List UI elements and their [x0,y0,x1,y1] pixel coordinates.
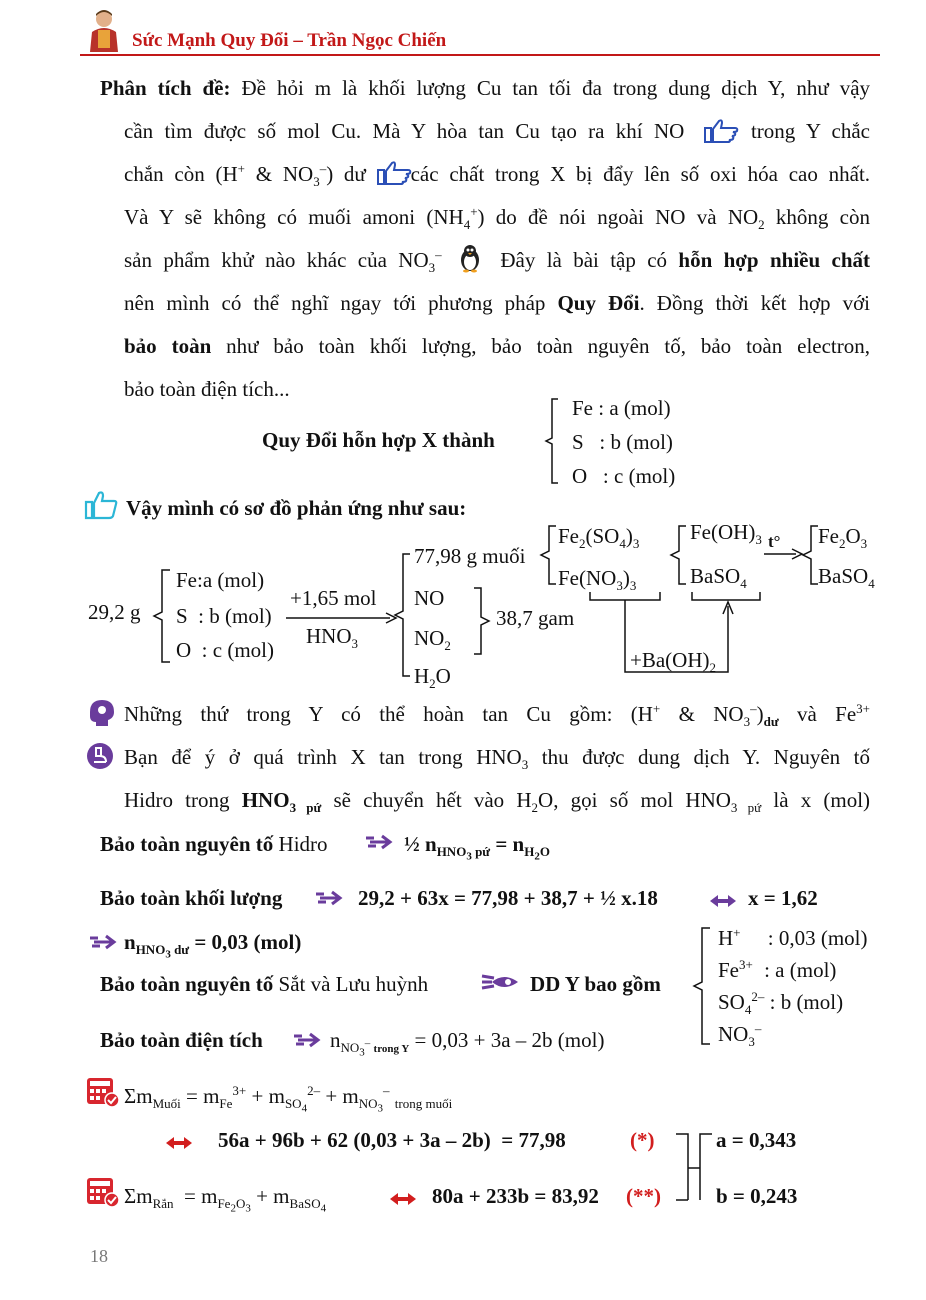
calculator-icon [86,1176,120,1214]
ion-text: Fe [718,958,739,982]
y-ion-fe [718,958,836,983]
double-arrow-icon [388,1188,418,1213]
thumbs-up-icon [84,490,118,526]
bt-hno3-excess: $n_{HNO_3 dư} = 0,03$ (mol) [124,930,302,961]
scheme-gas-no: NO [414,586,445,610]
fe2so43-text: Fe [558,524,579,548]
note-bold: HNO [241,788,290,812]
eq-text: ½ n [404,832,437,856]
analysis-line-4: Và Y sẽ không có muối amoni $(NH_4^+)$ do đề nói ngoài NO và $NO_2$ không còn [124,204,871,233]
analysis-text: Đây là bài tập có [500,248,668,272]
hno3-text: HNO [306,624,352,648]
quydoi-brace [540,396,560,486]
eq-sub: trong Y [373,1043,410,1056]
ion-charge: 3+ [739,957,753,972]
bt-charge-eq: $n_{NO_3^- trong Y} = 0,03 + 3a - 2b$ (mol) [330,1028,605,1059]
ion-text: SO [718,990,745,1014]
ion-text: NO [718,1022,749,1046]
scheme-reagent-hno3: $HNO_3$ [306,624,358,652]
scheme-gas-mass: 38,7 gam [496,606,575,630]
feoh3-text: Fe(OH) [690,520,756,544]
scheme-salt-brace [538,522,558,588]
analysis-text: nên mình có thể nghĩ ngay tới phương pháp [124,291,546,315]
sum-sub: trong muối [394,1096,453,1112]
quydoi-item-o: O : c (mol) [572,464,676,488]
sum-salt-line: $\Sigma m_{Muối} = m_{Fe}^{3+} + m_{SO_4}^{2-} + m_{NO_3}^-$ $_{trong muối}$ [124,1083,453,1115]
scheme-x-brace [150,566,174,666]
analysis-text: . Đồng thời kết hợp với [639,291,871,315]
water-text: H [414,664,430,688]
scheme-arrow [286,612,398,624]
note-text: Hidro trong [124,788,230,812]
note-sub: dư [763,714,779,730]
scheme-reagent-amount: +1,65 mol [290,586,377,610]
scheme-salt-fe2so43: $Fe_2(SO_4)_3$ [558,524,640,552]
scheme-final-brace [800,522,820,588]
scheme-ppt-feoh3: $Fe(OH)_3$ [690,520,762,548]
ion-value: : a (mol) [764,958,837,982]
bt-label: Bảo toàn nguyên tố [100,972,274,996]
analysis-text: chắn còn (H [124,162,238,186]
bt-iron-result: DD Y bao gồm [530,972,661,996]
scheme-water: $H_2O$ [414,664,451,692]
sum-text: Σm [124,1184,153,1208]
scheme-final-baso4: BaSO$_4$ [818,564,875,592]
analysis-line-5: sản phẩm khử nào khác của $NO_3^-$ Đây là bài tập có hỗn hợp nhiều chất [124,247,871,276]
quydoi-item-fe: Fe : a (mol) [572,396,671,420]
double-arrow-icon [708,890,738,915]
analysis-text: Đề hỏi m là khối lượng Cu tan tối đa trong dung dịch Y, như vậy [241,76,871,100]
header-title: Sức Mạnh Quy Đổi – Trần Ngọc Chiến [132,30,447,51]
ion-charge: – [754,1021,762,1036]
eq-sub: dư [174,942,190,958]
author-avatar-icon [84,8,124,58]
analysis-bold: bảo toàn [124,334,212,358]
note-text: & NO [678,702,744,726]
pointing-hand-icon [703,118,739,150]
eq-solid-tag: (**) [626,1184,661,1208]
eq-text: = 0,03 (mol) [194,930,302,954]
ion-value: : 0,03 (mol) [767,926,868,950]
analysis-bold: Quy Đổi [557,291,640,315]
note-text: sẽ chuyển hết vào H [333,788,532,812]
scheme-salt-mass: 77,98 g muối [414,544,526,568]
note-line-3: Hidro trong $HNO_{3 pứ}$ sẽ chuyển hết vào $H_2O$, gọi số mol $HNO_{3 pứ}$ là x (mol) [124,788,871,816]
double-arrow-icon [164,1132,194,1157]
result-b: b = 0,243 [716,1184,798,1208]
no2-text: NO [414,626,445,650]
scheme-gas-no2: $NO_2$ [414,626,451,654]
analysis-text: ) dư [326,162,366,186]
analysis-text: sản phẩm khử nào khác của NO [124,248,429,272]
bt-text: Sắt và Lưu huỳnh [278,972,429,996]
header-rule [80,54,880,56]
note-text: và Fe [796,702,857,726]
analysis-bold: hỗn hợp nhiều chất [678,248,871,272]
eq-text: n [124,930,136,954]
result-a: a = 0,343 [716,1128,797,1152]
ion-charge: + [733,925,741,940]
scheme-heat-arrow [764,548,804,560]
sum-sub: Rắn [152,1196,174,1212]
note-text: O, gọi số mol HNO [538,788,731,812]
rocket-arrow-icon [314,888,344,914]
analysis-line-3: chắn còn (H+ & $NO_3^-$) dư các chất trong X bị đẩy lên số oxi hóa cao nhất. [124,161,871,190]
analysis-text: cần tìm được số mol Cu. Mà Y hòa tan Cu tạo ra khí NO [124,119,685,143]
ion-charge: 2– [751,989,765,1004]
baso4-text: BaSO [818,564,869,588]
y-ion-so4: $SO_4^{2-}$ : b (mol) [718,989,844,1018]
bt-label: Bảo toàn nguyên tố [100,832,274,856]
eq-sub: pứ [475,844,491,860]
scheme-ppt-brace [668,522,688,588]
baoh2-text: +Ba(OH) [630,648,710,672]
quydoi-item-s: S : b (mol) [572,430,673,454]
scheme-title: Vậy mình có sơ đồ phản ứng như sau: [126,496,467,520]
analysis-line-8: bảo toàn điện tích... [124,377,290,401]
bt-mass-result: x = 1,62 [748,886,818,910]
sum-text: = m [185,1084,220,1108]
bt-hidro-line [100,832,328,857]
bt-hidro-eq: ½ $n_{HNO_3 pứ} = n_{H_2O}$ [404,832,550,863]
note-text: thu được dung dịch Y. Nguyên tố [541,745,871,769]
scheme-baoh2-label: $+Ba(OH)_2$ [630,648,716,676]
y-composition-brace [690,924,712,1048]
system-brace [672,1128,716,1208]
eq-salt-tag: (*) [630,1128,655,1152]
note-sub: pứ [306,800,322,816]
sum-text: Σm [124,1084,153,1108]
sum-text: = m [184,1184,218,1208]
eq-sub: NO [340,1040,360,1056]
rocket-arrow-icon [88,932,118,958]
y-ion-no3: $NO_3^-$ [718,1021,762,1050]
analysis-line-2 [124,119,870,144]
eq-sub: HNO [135,942,166,958]
analysis-text: không còn [775,205,871,229]
scheme-ppt-baso4: BaSO$_4$ [690,564,747,592]
scheme-product-brace [392,550,414,680]
scheme-final-fe2o3: $Fe_2O_3$ [818,524,868,552]
feno33-text: Fe(NO [558,566,617,590]
analysis-text: Và Y sẽ không có muối amoni (NH [124,205,464,229]
sum-text: + m [251,1084,285,1108]
analysis-text: như bảo toàn khối lượng, bảo toàn nguyên tố, bảo toàn electron, [226,334,871,358]
analysis-line-6 [124,291,870,316]
rocket-arrow-icon [364,832,394,858]
rocket-arrow-icon [292,1030,322,1056]
eq-text: n [330,1028,341,1052]
scheme-x-s: S : b (mol) [176,604,272,628]
bt-mass-label: Bảo toàn khối lượng [100,886,283,910]
sum-solid-line: $\Sigma m_{Rắn} = m_{Fe_2O_3} + m_{BaSO_4}$ [124,1184,327,1215]
note-text: là x (mol) [773,788,871,812]
pointing-hand-icon [376,160,412,192]
analysis-line-7 [124,334,870,359]
analysis-label: Phân tích đề: [100,76,231,100]
scheme-gas-brace [472,584,492,658]
analysis-text: & NO [255,162,314,186]
eq-sub: H [524,844,535,860]
fe2o3-text: Fe [818,524,839,548]
microscope-icon [86,742,114,776]
bt-text: Hidro [278,832,328,856]
note-text: Bạn để ý ở quá trình X tan trong HNO [124,745,522,769]
bt-iron-line [100,972,428,997]
scheme-salt-feno33: $Fe(NO_3)_3$ [558,566,637,594]
note-line-1: Những thứ trong Y có thể hoàn tan Cu gồm: (H+ & $NO_3^-)_{dư}$ và $Fe^{3+}$ [124,701,870,730]
ion-text: H [718,926,734,950]
scheme-mass: 29,2 g [88,600,141,624]
penguin-icon [458,244,482,278]
y-ion-h [718,926,868,951]
scheme-heat-label: t° [768,532,781,551]
bt-mass-eq: 29,2 + 63x = 77,98 + 38,7 + ½ x.18 [358,886,658,910]
analysis-line-1 [100,76,870,101]
eq-text: = 0,03 + 3a – 2b (mol) [414,1028,605,1052]
eq-salt: 56a + 96b + 62 (0,03 + 3a – 2b) = 77,98 [218,1128,566,1152]
sum-sub: Muối [152,1096,181,1112]
analysis-text: các chất trong X bị đẩy lên số oxi hóa cao nhất. [410,162,871,186]
head-idea-icon [86,698,116,734]
baso4-text: BaSO [690,564,741,588]
calculator-icon [86,1076,120,1114]
rocket-icon [480,970,520,1000]
ion-value: : b (mol) [769,990,844,1014]
eq-text: = n [495,832,525,856]
bt-charge-label: Bảo toàn điện tích [100,1028,263,1052]
analysis-text: trong Y chắc [750,119,870,143]
note-text: Những thứ trong Y có thể hoàn tan Cu gồm: (H [124,702,653,726]
analysis-text: ) do đề nói ngoài NO và NO [477,205,759,229]
scheme-x-fe: Fe:a (mol) [176,568,265,592]
quydoi-label: Quy Đổi hỗn hợp X thành [262,428,495,452]
eq-solid: 80a + 233b = 83,92 [432,1184,599,1208]
eq-sub: HNO [436,844,467,860]
scheme-x-o: O : c (mol) [176,638,274,662]
note-sub: pứ [747,800,762,816]
note-line-2: Bạn để ý ở quá trình X tan trong $HNO_3$ thu được dung dịch Y. Nguyên tố [124,745,871,773]
page-number: 18 [90,1246,108,1266]
